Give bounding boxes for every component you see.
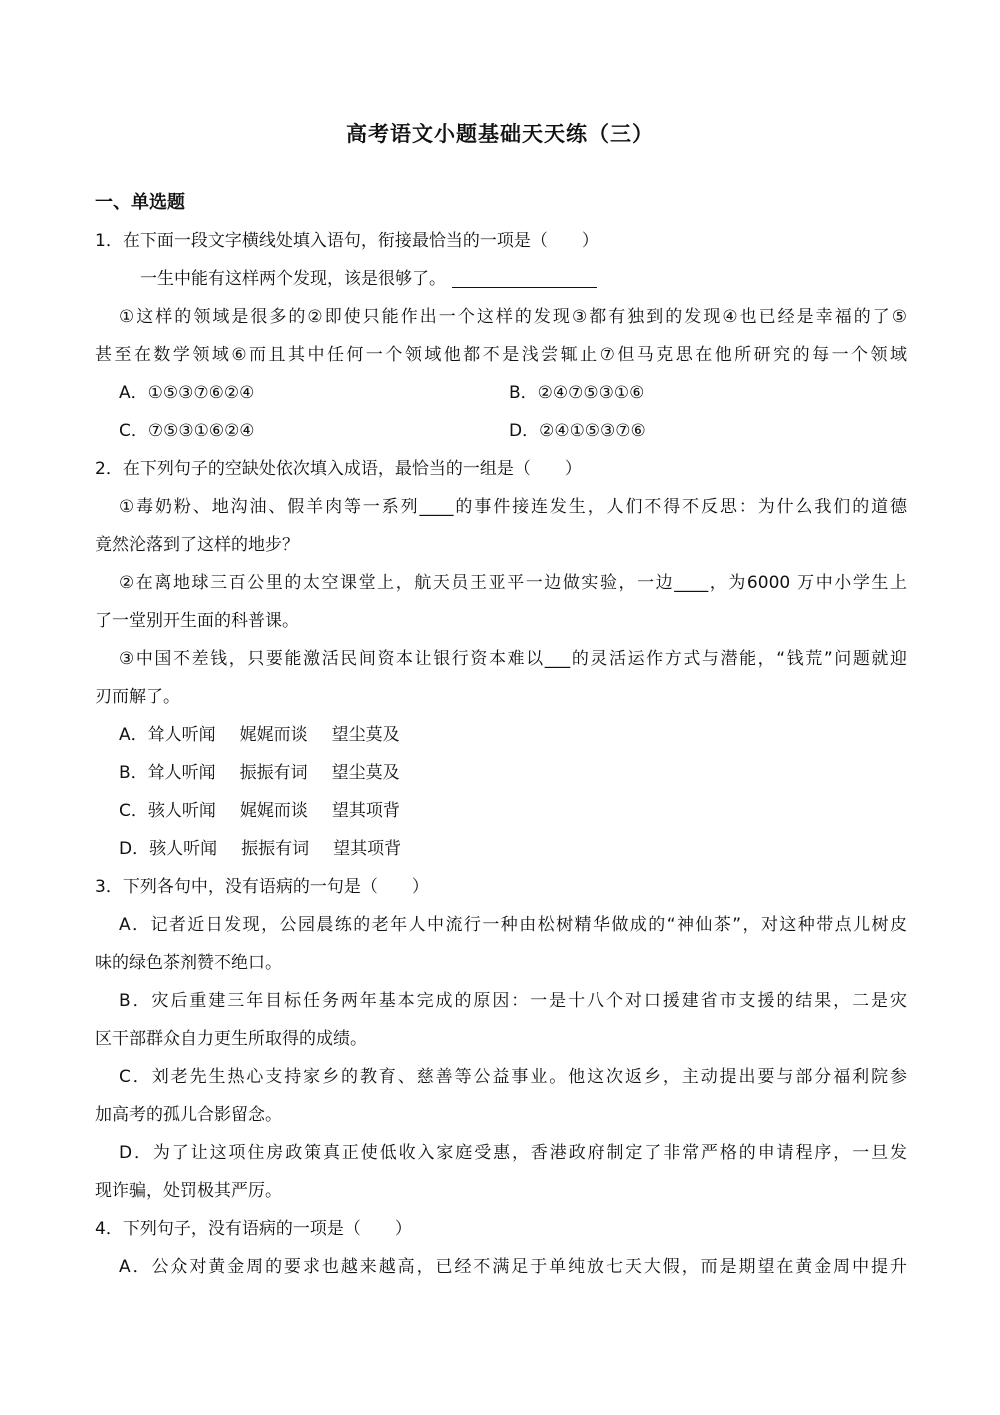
option-a: A．①⑤③⑦⑥②④ bbox=[119, 383, 255, 403]
option-b: B．灾后重建三年目标任务两年基本完成的原因：一是十八个对口援建省市支援的结果，二是灾 bbox=[119, 991, 907, 1011]
option-c: C．骇人听闻 娓娓而谈 望其项背 bbox=[119, 801, 400, 821]
question-1-items-line: 甚至在数学领域⑥而且其中任何一个领域他都不是浅尝辄止⑦但马克思在他所研究的每一个领域 bbox=[95, 345, 907, 365]
fill-blank-line bbox=[452, 265, 597, 288]
option-a: A．记者近日发现，公园晨练的老年人中流行一种由松树精华做成的“神仙茶”，对这种带点儿树皮 bbox=[119, 915, 907, 935]
question-3-stem: 3．下列各句中，没有语病的一句是（ ） bbox=[95, 877, 429, 897]
question-2-sentence-2: ②在离地球三百公里的太空课堂上，航天员王亚平一边做实验，一边____，为6000 万中小学生上 bbox=[119, 573, 907, 593]
option-a: A．耸人听闻 娓娓而谈 望尘莫及 bbox=[119, 725, 400, 745]
question-list bbox=[95, 222, 907, 1286]
question-1-options-row bbox=[95, 412, 907, 450]
question-1-passage-text: 一生中能有这样两个发现，该是很够了。 bbox=[140, 269, 446, 289]
question-1-options-row bbox=[95, 374, 907, 412]
option-c: C．刘老先生热心支持家乡的教育、慈善等公益事业。他这次返乡，主动提出要与部分福利院参 bbox=[119, 1067, 907, 1087]
option-c: C．⑦⑤③①⑥②④ bbox=[119, 421, 255, 441]
question-1-passage bbox=[95, 260, 907, 298]
option-b-cont: 区干部群众自力更生所取得的成绩。 bbox=[95, 1029, 367, 1049]
option-d: D．为了让这项住房政策真正使低收入家庭受惠，香港政府制定了非常严格的申请程序，一旦发 bbox=[119, 1143, 907, 1163]
question-2-sentence-3-cont: 刃而解了。 bbox=[95, 687, 180, 707]
option-b: B．②④⑦⑤③①⑥ bbox=[509, 383, 645, 403]
question-2-sentence-3: ③中国不差钱，只要能激活民间资本让银行资本难以___的灵活运作方式与潜能，“钱荒”问题就迎 bbox=[119, 649, 907, 669]
option-d: D．骇人听闻 振振有词 望其项背 bbox=[119, 839, 402, 859]
option-d-cont: 现诈骗，处罚极其严厉。 bbox=[95, 1181, 282, 1201]
option-a-cont: 味的绿色茶剂赞不绝口。 bbox=[95, 953, 282, 973]
section-heading: 一、单选题 bbox=[95, 192, 185, 213]
option-b: B．耸人听闻 振振有词 望尘莫及 bbox=[119, 763, 400, 783]
question-2-sentence-1: ①毒奶粉、地沟油、假羊肉等一系列____的事件接连发生，人们不得不反思：为什么我们的道德 bbox=[119, 497, 907, 517]
question-4-stem: 4．下列句子，没有语病的一项是（ ） bbox=[95, 1219, 412, 1239]
option-c-cont: 加高考的孤儿合影留念。 bbox=[95, 1105, 282, 1125]
question-1-items-line: ①这样的领域是很多的②即使只能作出一个这样的发现③都有独到的发现④也已经是幸福的了⑤ bbox=[119, 307, 907, 327]
question-2-sentence-2-cont: 了一堂别开生面的科普课。 bbox=[95, 611, 299, 631]
page-title: 高考语文小题基础天天练（三） bbox=[346, 122, 654, 146]
question-2-sentence-1-cont: 竟然沦落到了这样的地步？ bbox=[95, 535, 299, 555]
question-1-stem: 1．在下面一段文字横线处填入语句，衔接最恰当的一项是（ ） bbox=[95, 231, 599, 251]
option-a: A．公众对黄金周的要求也越来越高，已经不满足于单纯放七天大假，而是期望在黄金周中提升 bbox=[119, 1257, 907, 1277]
question-2-stem: 2．在下列句子的空缺处依次填入成语，最恰当的一组是（ ） bbox=[95, 459, 582, 479]
option-d: D．②④①⑤③⑦⑥ bbox=[509, 421, 646, 441]
